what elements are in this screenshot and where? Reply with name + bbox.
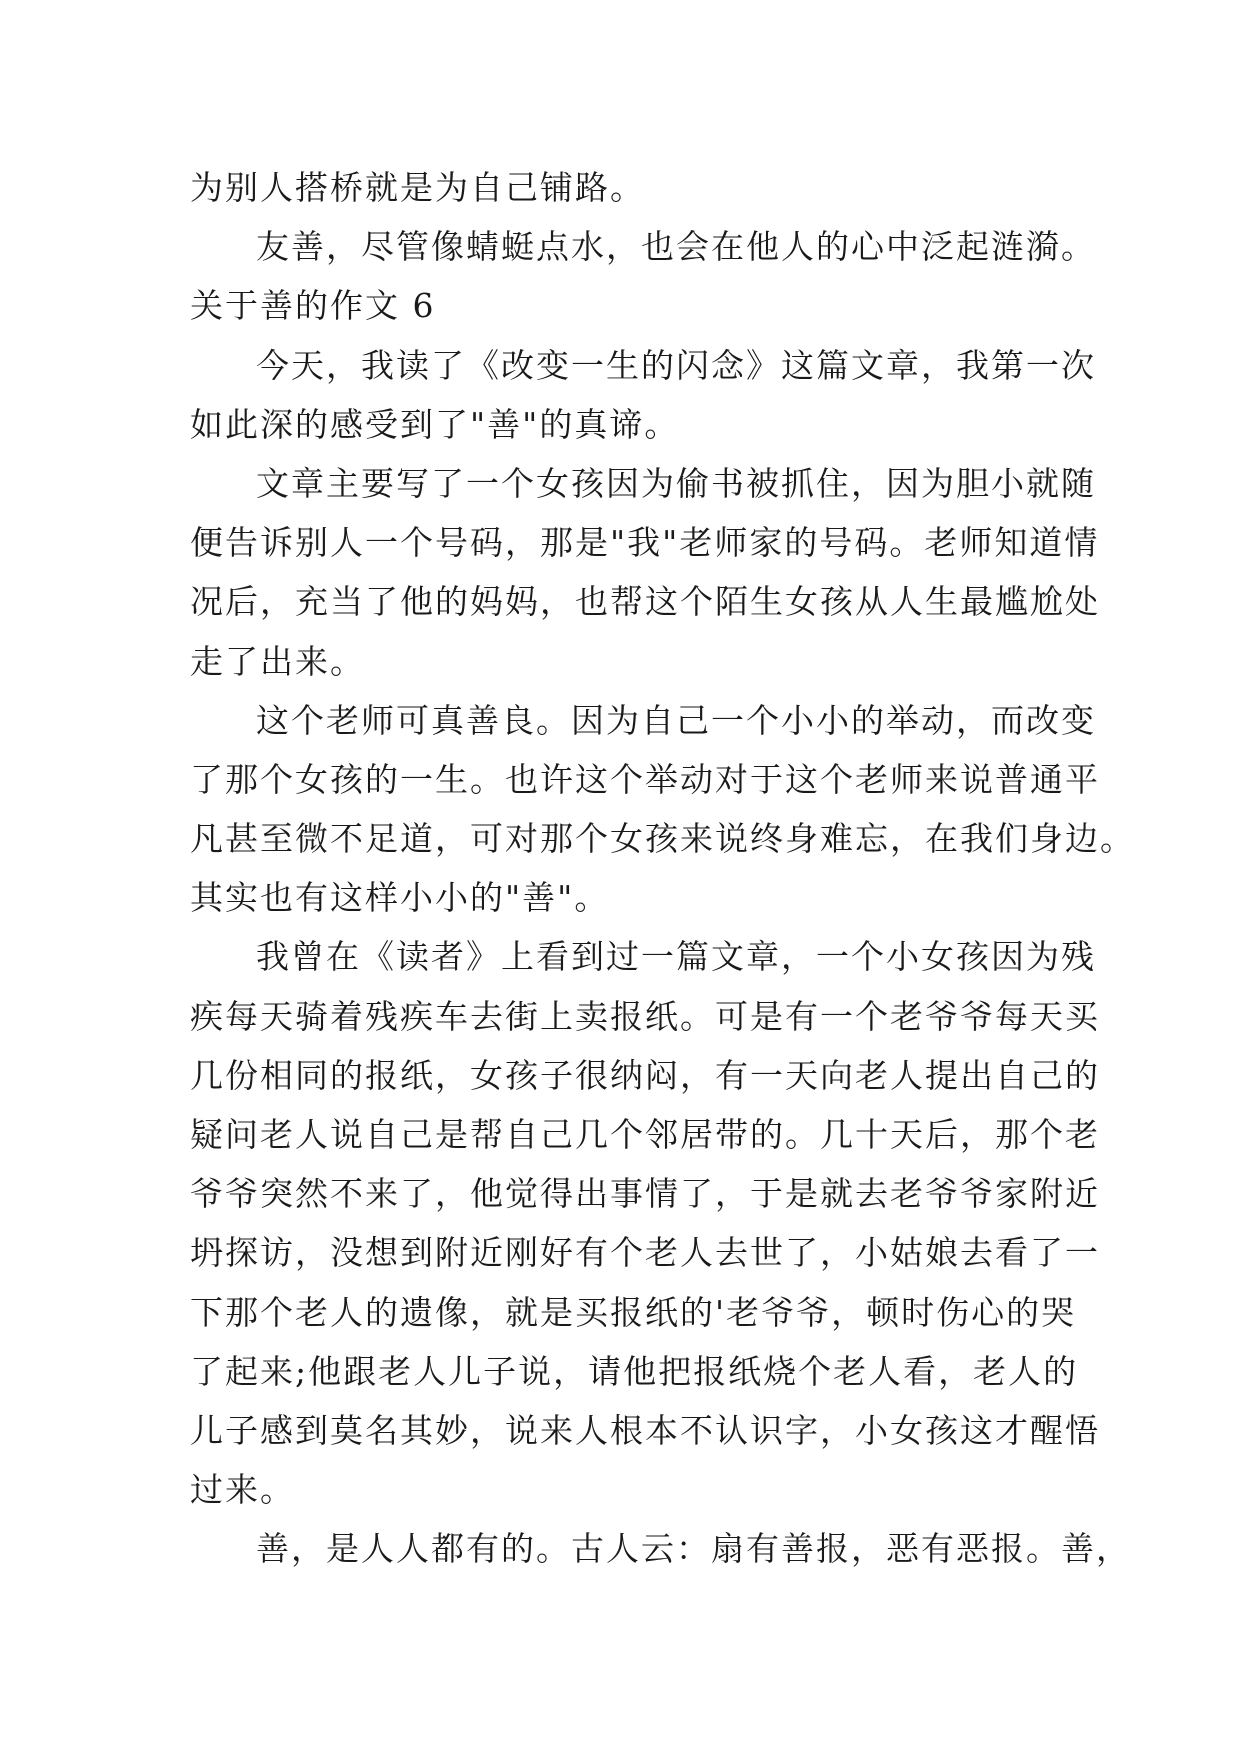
text-line: 了起来;他跟老人儿子说，请他把报纸烧个老人看，老人的: [190, 1351, 1079, 1391]
text-line: 这个老师可真善良。因为自己一个小小的举动，而改变: [256, 700, 1096, 740]
text-line: 况后，充当了他的妈妈，也帮这个陌生女孩从人生最尴尬处: [190, 582, 1100, 622]
text-line: 善，是人人都有的。古人云：扇有善报，恶有恶报。善，: [256, 1529, 1131, 1569]
essay-body: [190, 158, 1135, 1579]
text-line: 爷爷突然不来了，他觉得出事情了，于是就去老爷爷家附近: [190, 1174, 1100, 1214]
text-line: 疑问老人说自己是帮自己几个邻居带的。几十天后，那个老: [190, 1115, 1100, 1154]
text-line: 便告诉别人一个号码，那是"我"老师家的号码。老师知道情: [190, 523, 1100, 563]
text-line: 为别人搭桥就是为自己铺路。: [190, 168, 645, 207]
text-line: 其实也有这样小小的"善"。: [190, 878, 610, 918]
text-line: 坍探访，没想到附近刚好有个老人去世了，小姑娘去看了一: [190, 1233, 1100, 1273]
section-heading: 关于善的作文 6: [190, 286, 436, 326]
text-line: 下那个老人的遗像，就是买报纸的'老爷爷，顿时伤心的哭: [190, 1292, 1077, 1332]
text-line: 走了出来。: [190, 641, 365, 681]
text-line: 几份相同的报纸，女孩子很纳闷，有一天向老人提出自己的: [190, 1055, 1100, 1095]
text-line: 如此深的感受到了"善"的真谛。: [190, 404, 680, 444]
text-line: 文章主要写了一个女孩因为偷书被抓住，因为胆小就随: [256, 463, 1096, 503]
text-line: 凡甚至微不足道，可对那个女孩来说终身难忘，在我们身边。: [190, 819, 1135, 859]
text-line: 疾每天骑着残疾车去街上卖报纸。可是有一个老爷爷每天买: [190, 996, 1100, 1036]
text-line: 友善，尽管像蜻蜓点水，也会在他人的心中泛起涟漪。: [256, 227, 1096, 267]
text-line: 了那个女孩的一生。也许这个举动对于这个老师来说普通平: [190, 759, 1100, 799]
text-line: 今天，我读了《改变一生的闪念》这篇文章，我第一次: [256, 345, 1096, 385]
text-line: 我曾在《读者》上看到过一篇文章，一个小女孩因为残: [256, 937, 1096, 977]
text-line: 过来。: [190, 1470, 295, 1510]
text-line: 儿子感到莫名其妙，说来人根本不认识字，小女孩这才醒悟: [190, 1410, 1100, 1450]
